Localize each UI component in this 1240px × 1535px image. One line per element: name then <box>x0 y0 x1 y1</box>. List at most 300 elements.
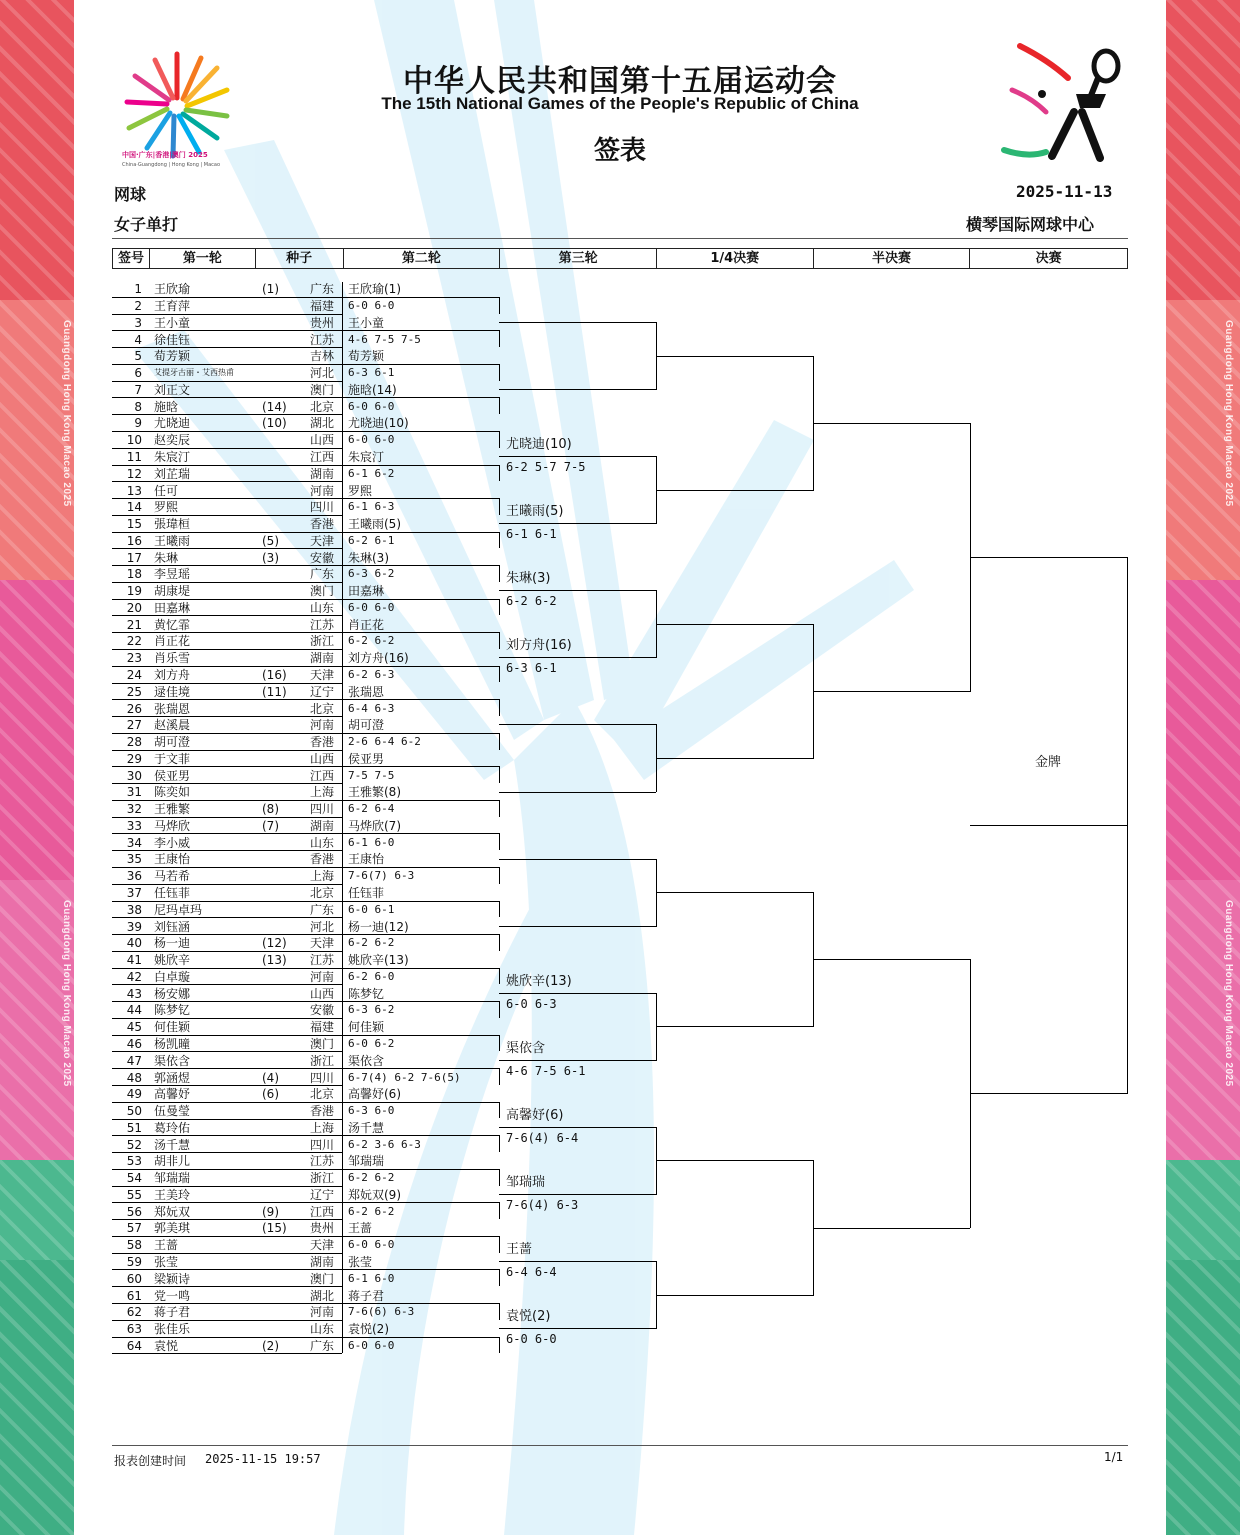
round2-winner: 尤晓迪(10) <box>348 416 409 431</box>
round2-line <box>342 297 499 298</box>
round3-line <box>499 1060 656 1061</box>
player-name: 胡非儿 <box>154 1154 191 1169</box>
round2-line <box>342 1001 499 1002</box>
round3-winner: 姚欣辛(13) <box>506 973 572 989</box>
draw-number: 49 <box>126 1087 142 1102</box>
player-province: 北京 <box>310 701 335 716</box>
player-name: 肖乐雪 <box>154 651 191 666</box>
round1-line <box>112 1286 342 1287</box>
round1-line <box>112 448 342 449</box>
round2-line <box>342 1269 499 1270</box>
round2-connector <box>499 934 500 951</box>
round2-winner: 王蔷 <box>348 1221 373 1236</box>
draw-number: 40 <box>126 936 142 951</box>
round3-score: 6-4 6-4 <box>506 1265 557 1279</box>
round1-line <box>112 481 342 482</box>
page-number: 1/1 <box>1104 1450 1124 1464</box>
player-name: 王欣瑜 <box>154 282 191 297</box>
logo-caption-en: China·Guangdong | Hong Kong | Macao <box>122 162 221 168</box>
draw-number: 8 <box>134 399 142 414</box>
round2-line <box>342 1035 499 1036</box>
player-province: 北京 <box>310 399 335 414</box>
round1-line <box>112 347 342 348</box>
round1-right-border <box>342 282 343 1353</box>
draw-number: 24 <box>126 668 142 682</box>
event-label: 女子单打 <box>114 215 179 234</box>
round1-line <box>112 850 342 851</box>
draw-number: 36 <box>126 869 142 884</box>
round1-line <box>112 1051 342 1052</box>
round2-connector <box>499 733 500 750</box>
round2-line <box>342 532 499 533</box>
draw-number: 43 <box>126 986 142 1001</box>
player-province: 河南 <box>310 483 335 498</box>
round3-winner: 刘方舟(16) <box>506 638 572 654</box>
round3-line <box>499 590 656 591</box>
round1-line <box>112 1303 342 1304</box>
round3-line <box>499 792 656 793</box>
player-name: 渠依含 <box>154 1053 191 1068</box>
round1-line <box>112 733 342 734</box>
player-name: 王美玲 <box>154 1187 191 1202</box>
player-name: 王曦雨 <box>154 533 191 548</box>
round3-score: 7-6(4) 6-3 <box>506 1198 579 1212</box>
player-name: 肖正花 <box>154 634 191 649</box>
round2-connector <box>499 297 500 314</box>
round2-line <box>342 364 499 365</box>
round2-score: 6-2 6-2 <box>348 936 395 950</box>
player-province: 广东 <box>310 1338 335 1353</box>
player-name: 杨凯曈 <box>154 1036 191 1051</box>
round1-line <box>112 582 342 583</box>
draw-number: 57 <box>126 1221 142 1236</box>
draw-number: 64 <box>126 1338 142 1353</box>
round3-score: 6-2 5-7 7-5 <box>506 460 586 475</box>
player-province: 安徽 <box>310 550 335 565</box>
player-seed: (2) <box>262 1338 279 1353</box>
player-province: 天津 <box>310 533 335 548</box>
player-name: 逯佳境 <box>154 684 191 699</box>
player-name: 任钰菲 <box>154 886 191 900</box>
semifinal-line <box>813 691 970 692</box>
draw-number: 7 <box>134 382 142 397</box>
right-decorative-band <box>1166 0 1240 1535</box>
player-seed: (10) <box>262 416 287 431</box>
tennis-pictogram-icon <box>998 40 1126 170</box>
round2-winner: 张瑞恩 <box>348 684 385 699</box>
round1-line <box>112 431 342 432</box>
player-name: 白卓璇 <box>154 969 191 984</box>
round1-line <box>112 1135 342 1136</box>
draw-number: 30 <box>126 768 142 783</box>
round2-line <box>342 1236 499 1237</box>
round2-connector <box>499 1202 500 1219</box>
round3-line <box>499 993 656 994</box>
round2-line <box>342 330 499 331</box>
player-province: 四川 <box>310 802 335 817</box>
player-province: 江西 <box>310 1204 335 1219</box>
side-pattern-band <box>1166 580 1240 880</box>
player-province: 香港 <box>310 517 335 531</box>
round2-line <box>342 465 499 466</box>
sport-label: 网球 <box>114 185 147 204</box>
round2-winner: 罗熙 <box>348 483 373 498</box>
title-english: The 15th National Games of the People's Republic of China <box>381 94 859 113</box>
round2-connector <box>499 1135 500 1152</box>
draw-number: 47 <box>126 1053 142 1068</box>
round1-line <box>112 1353 342 1354</box>
round1-line <box>112 599 342 600</box>
player-province: 香港 <box>310 852 335 867</box>
player-province: 贵州 <box>310 1221 335 1236</box>
player-name: 刘方舟 <box>154 668 191 682</box>
player-name: 马烨欣 <box>154 818 191 833</box>
player-province: 湖南 <box>310 1254 335 1269</box>
round2-winner: 蒋子君 <box>348 1288 385 1303</box>
round2-score: 6-3 6-0 <box>348 1104 395 1117</box>
round1-line <box>112 951 342 952</box>
round3-winner: 渠依含 <box>506 1040 546 1056</box>
draw-number: 52 <box>126 1137 142 1152</box>
round1-line <box>112 1253 342 1254</box>
player-province: 上海 <box>310 1120 335 1135</box>
player-name: 李小威 <box>154 835 191 850</box>
round1-line <box>112 1269 342 1270</box>
round2-line <box>342 766 499 767</box>
player-province: 浙江 <box>310 1171 335 1186</box>
quarterfinal-line <box>656 892 813 893</box>
round2-line <box>342 397 499 398</box>
draw-number: 13 <box>126 483 142 498</box>
round2-connector <box>499 565 500 582</box>
round1-line <box>112 1001 342 1002</box>
round2-score: 6-2 6-3 <box>348 668 395 681</box>
draw-number: 45 <box>126 1020 142 1035</box>
player-province: 浙江 <box>310 1053 335 1068</box>
round2-line <box>342 1202 499 1203</box>
round2-line <box>342 1068 499 1069</box>
player-name: 罗熙 <box>154 500 179 515</box>
round1-line <box>112 968 342 969</box>
player-province: 澳门 <box>310 1036 335 1051</box>
round1-line <box>112 666 342 667</box>
quarterfinal-line <box>656 1160 813 1161</box>
round3-score: 7-6(4) 6-4 <box>506 1130 579 1145</box>
round2-line <box>342 968 499 969</box>
round3-winner: 尤晓迪(10) <box>506 437 572 453</box>
round3-score: 4-6 7-5 6-1 <box>506 1063 586 1078</box>
round2-connector <box>499 397 500 414</box>
player-name: 梁颖诗 <box>154 1271 191 1286</box>
player-name: 姚欣辛 <box>154 953 191 968</box>
player-seed: (5) <box>262 533 279 548</box>
round3-line <box>499 859 656 860</box>
player-name: 郑妧双 <box>154 1204 191 1219</box>
round3-line <box>499 523 656 524</box>
draw-number: 58 <box>126 1238 142 1253</box>
player-province: 四川 <box>310 1137 335 1152</box>
draw-number: 2 <box>134 299 142 313</box>
player-province: 湖南 <box>310 818 335 833</box>
draw-number: 31 <box>126 785 142 800</box>
round2-connector <box>499 800 500 817</box>
player-province: 浙江 <box>310 634 335 649</box>
round2-score: 2-6 6-4 6-2 <box>348 735 421 749</box>
player-name: 黄忆霏 <box>154 617 191 632</box>
round2-connector <box>499 330 500 347</box>
draw-number: 20 <box>126 600 142 615</box>
round1-line <box>112 1236 342 1237</box>
side-pattern-band <box>1166 1260 1240 1535</box>
round1-line <box>112 1202 342 1203</box>
col-round2: 第二轮 <box>344 249 501 268</box>
round2-winner: 邹瑞瑞 <box>348 1154 385 1169</box>
round1-line <box>112 750 342 751</box>
player-name: 李昱瑶 <box>154 567 191 582</box>
round1-line <box>112 800 342 801</box>
round1-line <box>112 1035 342 1036</box>
draw-number: 33 <box>126 818 142 833</box>
player-name: 伍曼瑩 <box>154 1104 191 1118</box>
draw-number: 37 <box>126 886 142 900</box>
title-chinese: 中华人民共和国第十五届运动会 <box>403 64 837 99</box>
player-seed: (16) <box>262 668 287 682</box>
player-province: 山西 <box>310 986 335 1001</box>
round1-line <box>112 683 342 684</box>
round2-line <box>342 1303 499 1304</box>
round2-connector <box>499 465 500 482</box>
player-seed: (7) <box>262 818 279 833</box>
footer-divider <box>112 1445 1128 1446</box>
draw-number: 11 <box>126 450 142 464</box>
player-province: 天津 <box>310 668 335 682</box>
draw-number: 15 <box>126 517 142 531</box>
round2-score: 6-0 6-0 <box>348 600 395 614</box>
round1-line <box>112 1068 342 1069</box>
round2-winner: 侯亚男 <box>348 751 385 766</box>
player-name: 杨安娜 <box>154 986 191 1001</box>
player-province: 河南 <box>310 1305 335 1320</box>
player-name: 张佳乐 <box>154 1322 191 1336</box>
round2-connector <box>499 1068 500 1085</box>
round1-line <box>112 297 342 298</box>
report-created-label: 报表创建时间 <box>114 1454 187 1468</box>
draw-number: 60 <box>126 1271 142 1286</box>
round1-line <box>112 1219 342 1220</box>
round3-line <box>499 926 656 927</box>
round1-line <box>112 867 342 868</box>
round1-line <box>112 716 342 717</box>
draw-number: 4 <box>134 332 142 347</box>
player-name: 张莹 <box>154 1254 179 1269</box>
side-pattern-band <box>0 1160 74 1260</box>
draw-number: 26 <box>126 701 142 716</box>
player-name: 袁悦 <box>154 1338 179 1353</box>
draw-number: 9 <box>134 416 142 431</box>
round1-line <box>112 632 342 633</box>
round2-winner: 荀芳颖 <box>348 349 385 364</box>
round3-winner: 朱琳(3) <box>506 571 551 587</box>
round2-line <box>342 565 499 566</box>
round2-winner: 汤千慧 <box>348 1120 385 1135</box>
player-province: 北京 <box>310 886 335 900</box>
player-seed: (12) <box>262 936 287 951</box>
round1-line <box>112 397 342 398</box>
draw-number: 34 <box>126 835 142 850</box>
round2-line <box>342 666 499 667</box>
final-connector <box>1127 557 1128 1095</box>
round3-line <box>499 389 656 390</box>
col-round3: 第三轮 <box>500 249 657 268</box>
round2-connector <box>499 766 500 783</box>
round1-line <box>112 1186 342 1187</box>
round2-score: 6-0 6-0 <box>348 299 395 312</box>
round2-connector <box>499 1269 500 1286</box>
player-name: 高馨妤 <box>154 1087 191 1102</box>
player-province: 湖北 <box>310 1288 335 1303</box>
round3-line <box>499 456 656 457</box>
side-pattern-band <box>0 580 74 880</box>
round2-score: 6-3 6-1 <box>348 366 395 380</box>
player-province: 河北 <box>310 919 335 934</box>
player-province: 江苏 <box>310 953 335 968</box>
round3-score: 6-1 6-1 <box>506 527 557 542</box>
round3-winner: 邹瑞瑞 <box>506 1175 546 1190</box>
round2-line <box>342 901 499 902</box>
quarterfinal-line <box>656 758 813 759</box>
player-name: 于文菲 <box>154 751 191 766</box>
round2-winner: 张莹 <box>348 1254 373 1269</box>
player-province: 贵州 <box>310 315 335 330</box>
player-province: 辽宁 <box>310 1187 335 1202</box>
round2-winner: 高馨妤(6) <box>348 1087 401 1102</box>
round2-winner: 袁悦(2) <box>348 1322 389 1336</box>
round1-line <box>112 615 342 616</box>
semifinal-line <box>813 959 970 960</box>
round1-line <box>112 1152 342 1153</box>
player-name: 王蔷 <box>154 1238 179 1253</box>
round1-line <box>112 884 342 885</box>
round1-line <box>112 532 342 533</box>
player-name: 赵溪晨 <box>154 718 191 733</box>
player-seed: (15) <box>262 1221 287 1236</box>
round2-score: 6-1 6-2 <box>348 466 395 480</box>
player-province: 广东 <box>310 282 335 297</box>
round1-line <box>112 498 342 499</box>
round2-connector <box>499 1001 500 1018</box>
round2-winner: 施晗(14) <box>348 382 397 397</box>
player-province: 广东 <box>310 567 335 582</box>
round1-line <box>112 817 342 818</box>
header-divider <box>112 238 1128 239</box>
player-name: 马若希 <box>154 869 191 884</box>
round2-score: 6-2 6-2 <box>348 1171 395 1185</box>
side-pattern-band <box>0 1260 74 1535</box>
draw-number: 5 <box>134 349 142 364</box>
round2-winner: 王小童 <box>348 315 385 330</box>
round2-score: 6-2 6-2 <box>348 634 395 648</box>
round2-score: 6-2 6-2 <box>348 1204 395 1218</box>
round1-line <box>112 515 342 516</box>
round2-score: 6-1 6-0 <box>348 835 395 849</box>
round3-line <box>499 1328 656 1329</box>
round3-winner: 王蔷 <box>506 1242 533 1257</box>
round3-score: 6-0 6-3 <box>506 996 557 1011</box>
player-province: 四川 <box>310 500 335 515</box>
player-seed: (9) <box>262 1204 279 1219</box>
draw-number: 32 <box>126 802 142 817</box>
player-province: 江西 <box>310 450 335 464</box>
draw-number: 51 <box>126 1120 142 1135</box>
round2-score: 7-6(6) 6-3 <box>348 1305 415 1319</box>
player-name: 朱琳 <box>154 550 179 565</box>
round2-winner: 何佳颖 <box>348 1020 385 1035</box>
player-province: 福建 <box>310 299 335 313</box>
player-province: 河南 <box>310 969 335 984</box>
player-province: 山西 <box>310 751 335 766</box>
round2-score: 6-2 6-1 <box>348 533 395 547</box>
round1-line <box>112 548 342 549</box>
round1-line <box>112 314 342 315</box>
round2-connector <box>499 1303 500 1320</box>
event-date: 2025-11-13 <box>1016 182 1113 201</box>
player-province: 天津 <box>310 1238 335 1253</box>
draw-number: 18 <box>126 567 142 582</box>
round2-connector <box>499 632 500 649</box>
logo-caption: 中国·广东|香港|澳门 2025 <box>122 151 208 159</box>
draw-number: 41 <box>126 953 142 968</box>
round2-score: 6-2 6-4 <box>348 802 395 816</box>
round2-winner: 刘方舟(16) <box>348 651 409 666</box>
player-province: 湖南 <box>310 651 335 666</box>
round2-connector <box>499 968 500 985</box>
round2-winner: 王欣瑜(1) <box>348 282 401 297</box>
player-name: 侯亚男 <box>154 768 191 783</box>
round2-line <box>342 699 499 700</box>
draw-number: 46 <box>126 1036 142 1051</box>
player-seed: (13) <box>262 953 287 968</box>
col-final: 决赛 <box>1035 251 1062 266</box>
final-line <box>970 1093 1127 1094</box>
round2-winner: 田嘉琳 <box>348 584 385 599</box>
player-name: 胡康堤 <box>154 584 191 599</box>
round2-score: 6-0 6-0 <box>348 399 395 413</box>
round2-line <box>342 1135 499 1136</box>
round2-connector <box>499 1169 500 1186</box>
player-name: 汤千慧 <box>154 1137 191 1152</box>
draw-number: 48 <box>126 1070 142 1085</box>
player-province: 北京 <box>310 1087 335 1102</box>
round2-connector <box>499 1236 500 1253</box>
round2-line <box>342 498 499 499</box>
player-province: 山东 <box>310 835 335 850</box>
round3-line <box>499 1194 656 1195</box>
player-name: 陈奕如 <box>154 785 191 800</box>
round2-score: 6-3 6-2 <box>348 567 395 581</box>
player-name: 尼玛卓玛 <box>154 902 203 917</box>
round2-score: 6-0 6-1 <box>348 902 395 916</box>
round2-score: 6-1 6-0 <box>348 1271 395 1285</box>
col-round1: 第一轮 <box>150 249 256 268</box>
player-name: 陈梦钇 <box>154 1003 191 1018</box>
draw-number: 22 <box>126 634 142 649</box>
document-title: 签表 <box>593 136 646 166</box>
draw-number: 6 <box>134 366 142 381</box>
round1-line <box>112 917 342 918</box>
player-name: 张瑞恩 <box>154 701 191 716</box>
player-name: 尤晓迪 <box>154 416 191 431</box>
draw-number: 35 <box>126 852 142 867</box>
